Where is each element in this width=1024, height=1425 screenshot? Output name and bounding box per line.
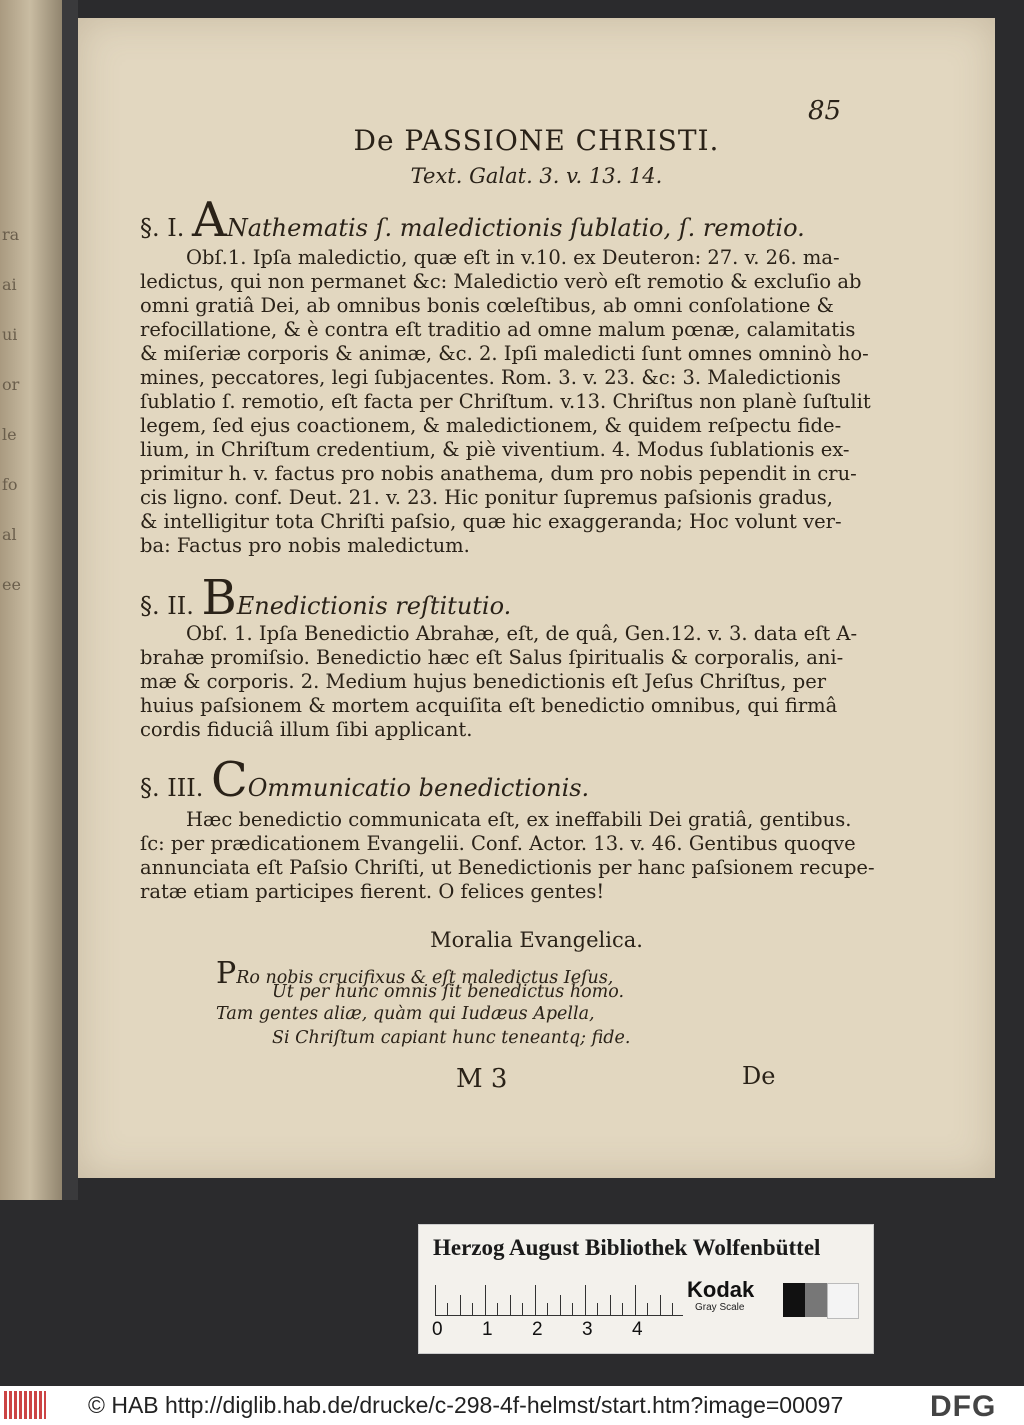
- ruler-label: 4: [632, 1319, 643, 1340]
- page-title: De PASSIONE CHRISTI.: [353, 124, 720, 157]
- text-line: ſc: per prædicationem Evangelii. Conf. Actor. 13. v. 46. Gentibus quoqve: [140, 832, 856, 855]
- section-1-heading: [140, 192, 805, 248]
- ruler-tick: [447, 1303, 448, 1315]
- ruler-tick: [635, 1285, 636, 1315]
- gray-scale-label: Gray Scale: [695, 1302, 745, 1313]
- drop-initial: C: [210, 752, 248, 808]
- ruler-tick: [647, 1303, 648, 1315]
- ruler-label: 3: [582, 1319, 593, 1340]
- ruler: [435, 1285, 683, 1316]
- ruler-tick: [672, 1303, 673, 1315]
- ruler-tick: [535, 1285, 536, 1315]
- gray-swatch-black: [783, 1283, 805, 1317]
- book-gutter: [62, 0, 78, 1200]
- ruler-tick: [572, 1303, 573, 1315]
- section-3-heading: [140, 752, 590, 808]
- ruler-label: 0: [432, 1319, 443, 1340]
- section-2-heading: [140, 570, 512, 626]
- library-name: Herzog August Bibliothek Wolfenbüttel: [433, 1235, 821, 1260]
- gray-swatch-white: [827, 1283, 859, 1319]
- adjacent-page-fragments: ra ai ui or le fo al ee: [2, 225, 21, 594]
- ruler-tick: [522, 1303, 523, 1315]
- section-number: §. II.: [140, 592, 194, 620]
- section-title: Enedictionis reſtitutio.: [236, 592, 512, 620]
- ruler-tick: [622, 1303, 623, 1315]
- page-number: 85: [808, 96, 842, 126]
- page-subtitle: Text. Galat. 3. v. 13. 14.: [410, 164, 663, 188]
- poem-line: PRo nobis crucifixus & eſt maledictus Ieſus,: [216, 956, 614, 991]
- text-line: primitur h. v. factus pro nobis anathema, dum pro nobis pependit in cru-: [140, 462, 857, 485]
- text-line: ratæ etiam participes fierent. O felices gentes!: [140, 880, 605, 903]
- ruler-tick: [472, 1303, 473, 1315]
- text-line: & intelligitur tota Chriſti paſsio, quæ hic exaggeranda; Hoc volunt ver-: [140, 510, 842, 533]
- moralia-title: Moralia Evangelica.: [430, 928, 643, 952]
- ruler-tick: [547, 1303, 548, 1315]
- ruler-tick: [497, 1303, 498, 1315]
- text-line: Hæc benedictio communicata eſt, ex ineffabili Dei gratiâ, gentibus.: [186, 808, 852, 831]
- text-line: mines, peccatores, legi ſubjacentes. Rom. 3. v. 23. &c: 3. Maledictionis: [140, 366, 841, 389]
- text-line: ba: Factus pro nobis maledictum.: [140, 534, 470, 557]
- section-number: §. III.: [140, 774, 204, 802]
- signature-mark: M 3: [456, 1064, 508, 1094]
- ruler-tick: [460, 1295, 461, 1315]
- text-line: legem, ſed ejus coactionem, & maledictionem, & quidem reſpectu fide-: [140, 414, 842, 437]
- poem-line: Ut per hunc omnis ſit benedictus homo.: [272, 982, 625, 1002]
- text-line: ledictus, qui non permanet &c: Maledictio verò eſt remotio & excluſio ab: [140, 270, 862, 293]
- text-line: cordis fiduciâ illum ſibi applicant.: [140, 718, 473, 741]
- gray-swatch-mid: [805, 1283, 827, 1317]
- text-line: lium, in Chriſtum credentium, & piè viventium. 4. Modus ſublationis ex-: [140, 438, 850, 461]
- catchword: De: [742, 1062, 776, 1090]
- text-line: & miſeriæ corporis & animæ, &c. 2. Ipſi maledicti ſunt omnes omninò ho-: [140, 342, 869, 365]
- ruler-tick: [560, 1295, 561, 1315]
- section-title: Ommunicatio benedictionis.: [247, 774, 590, 802]
- ruler-tick: [510, 1295, 511, 1315]
- ruler-label: 1: [482, 1319, 493, 1340]
- text-line: mæ & corporis. 2. Medium hujus benedictionis eſt Jeſus Chriſtus, per: [140, 670, 827, 693]
- text-line: Obſ.1. Ipſa maledictio, quæ eſt in v.10. ex Deuteron: 27. v. 26. ma-: [186, 246, 840, 269]
- text-line: refocillatione, & è contra eſt traditio ad omne malum pœnæ, calamitatis: [140, 318, 856, 341]
- text-line: ſublatio ſ. remotio, eſt facta per Chriſtum. v.13. Chriſtus non planè ſuſtulit: [140, 390, 871, 413]
- drop-initial: P: [216, 956, 237, 991]
- ruler-tick: [597, 1303, 598, 1315]
- drop-initial: B: [201, 570, 237, 626]
- library-scan-card: [418, 1224, 874, 1354]
- section-number: §. I.: [140, 214, 185, 242]
- ruler-tick: [485, 1285, 486, 1315]
- text-line: Obſ. 1. Ipſa Benedictio Abrahæ, eſt, de quâ, Gen.12. v. 3. data eſt A-: [186, 622, 858, 645]
- text-line: omni gratiâ Dei, ab omnibus bonis cœleſtibus, ab omni conſolatione &: [140, 294, 834, 317]
- ruler-tick: [585, 1285, 586, 1315]
- section-title: Nathematis ſ. maledictionis ſublatio, ſ. remotio.: [226, 214, 805, 242]
- dfg-logo: DFG: [930, 1390, 997, 1423]
- poem-line: Tam gentes aliæ, quàm qui Iudæus Apella,: [216, 1004, 595, 1024]
- footer-bar: [0, 1386, 1024, 1425]
- footer-copyright-url[interactable]: © HAB http://diglib.hab.de/drucke/c-298-4f-helmst/start.htm?image=00097: [88, 1392, 844, 1418]
- text-line: cis ligno. conf. Deut. 21. v. 23. Hic ponitur ſupremus paſsionis gradus,: [140, 486, 833, 509]
- ruler-tick: [435, 1285, 436, 1315]
- kodak-logo: Kodak: [687, 1277, 755, 1302]
- scanned-page: [78, 18, 995, 1178]
- text-line: huius paſsionem & mortem acquiſita eſt benedictio omnibus, qui firmâ: [140, 694, 838, 717]
- text-line: brahæ promiſsio. Benedictio hæc eſt Salus ſpiritualis & corporalis, ani-: [140, 646, 844, 669]
- text-line: annunciata eſt Paſsio Chriſti, ut Benedictionis per hanc paſsionem recupe-: [140, 856, 875, 879]
- poem-line: Si Chriſtum capiant hunc teneantq; fide.: [272, 1028, 631, 1048]
- ruler-tick: [660, 1295, 661, 1315]
- drop-initial: A: [192, 192, 227, 248]
- ruler-tick: [610, 1295, 611, 1315]
- ruler-label: 2: [532, 1319, 543, 1340]
- barcode-icon: [4, 1391, 46, 1419]
